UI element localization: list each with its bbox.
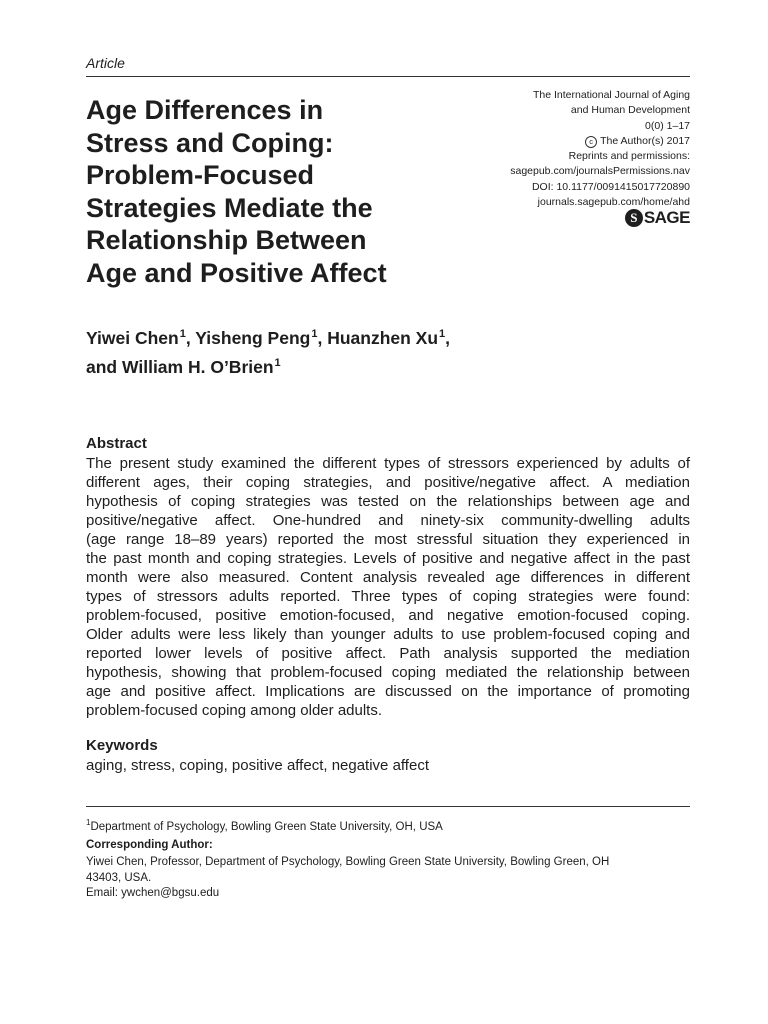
abstract-line: age and positive affect. Implications are discussed on the importance of promoting [86,683,690,700]
author-list [86,322,606,380]
affiliation-marker: 1 [86,818,91,827]
abstract-line: reported lower levels of positive affect. Path analysis supported the mediation [86,645,690,662]
header-divider [86,76,690,77]
title-line: Problem-Focused [86,160,315,190]
journal-name-cont: and Human Development [570,104,690,117]
article-type-label: Article [86,55,125,71]
sage-logo-symbol: S [625,209,643,227]
abstract-line: the past month and coping strategies. Levels of positive and negative affect in the past [86,550,690,567]
title-line: Relationship Between [86,225,367,255]
affiliation-marker: 1 [274,356,281,369]
affiliation-text: Department of Psychology, Bowling Green State University, OH, USA [90,820,443,833]
author-line [86,351,606,380]
abstract-line: month were also measured. Content analysis revealed age differences in different [86,569,690,586]
author-name: William H. O’Brien [122,356,274,377]
affiliation-footnote [86,818,443,833]
abstract-line: types of stressors adults reported. Three types of coping strategies were found: [86,588,690,605]
affiliation-marker: 1 [179,328,186,340]
doi[interactable]: DOI: 10.1177/0091415017720890 [531,180,690,193]
abstract-line: problem-focused, positive emotion-focused, and negative emotion-focused coping. [86,607,690,624]
abstract-line: different ages, their coping strategies, and positive/negative affect. A mediation [86,474,690,491]
abstract-line: The present study examined the different types of stressors experienced by adults of [86,455,690,472]
keywords-heading: Keywords [86,737,158,754]
title-line: Age and Positive Affect [86,257,387,288]
keywords-text: aging, stress, coping, positive affect, negative affect [86,757,429,774]
corresponding-author-heading: Corresponding Author: [86,839,213,851]
journal-info [430,88,690,210]
abstract-line: hypothesis, showing that problem-focused coping mediated the relationship between [86,664,690,681]
abstract-heading: Abstract [86,435,147,452]
author-line: Yiwei Chen$^1$, Yisheng Peng$^1$, Huanzhen Xu$^1$, [86,327,451,348]
copyright-icon: c [585,136,597,148]
journal-volume: 0(0) 1–17 [645,119,690,132]
abstract-text [86,454,690,720]
abstract-line: hypothesis of coping strategies was tested on the relationships between age and [86,493,690,510]
corresponding-address: Yiwei Chen, Professor, Department of Psychology, Bowling Green State University, Bowling Green, OH [86,856,610,868]
affiliation-marker: 1 [311,328,318,340]
affiliation-marker: 1 [439,328,446,340]
abstract-line: problem-focused coping among older adults. [86,702,383,719]
journal-homepage-link[interactable]: journals.sagepub.com/home/ahd [537,196,690,209]
abstract-line: Older adults were less likely than younger adults to use problem-focused coping and [86,626,690,643]
corresponding-author-details [86,855,692,902]
author-connector: and [86,356,118,377]
permissions-link[interactable]: sagepub.com/journalsPermissions.nav [510,165,690,178]
corresponding-email[interactable]: Email: ywchen@bgsu.edu [86,887,220,899]
author-name: Yiwei Chen [86,327,179,348]
footnote-divider [86,806,690,807]
article-title [86,94,486,289]
sage-logo-icon [625,208,690,228]
author-name: Yisheng Peng [195,327,311,348]
sage-logo-text: SAGE [643,208,690,227]
title-line: Age Differences in [86,95,324,125]
copyright-line [430,134,690,149]
reprints-label: Reprints and permissions: [568,150,690,163]
title-line: Stress and Coping: [86,127,334,158]
copyright-text: The Author(s) 2017 [600,134,690,147]
journal-name: The International Journal of Aging [532,89,690,101]
abstract-line: (age range 18–89 years) reported the most stressful situation they experienced in [86,531,690,548]
author-name: Huanzhen Xu [327,327,439,348]
corresponding-address-cont: 43403, USA. [86,871,152,884]
title-line: Strategies Mediate the [86,192,373,223]
abstract-line: positive/negative affect. One-hundred and ninety-six community-dwelling adults [86,512,690,529]
